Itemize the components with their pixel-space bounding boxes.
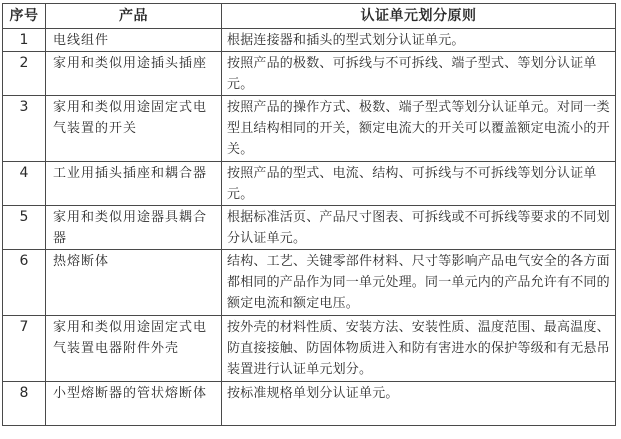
certification-unit-table [2, 3, 616, 426]
product-cell: 电线组件 [46, 29, 222, 52]
product-cell: 小型熔断器的管状熔断体 [46, 382, 222, 426]
table-row [3, 96, 616, 162]
table-row [3, 162, 616, 206]
product-cell: 热熔断体 [46, 250, 222, 316]
product-cell: 工业用插头插座和耦合器 [46, 162, 222, 206]
table-row [3, 206, 616, 250]
row-number: 4 [3, 162, 46, 206]
rule-cell: 按标准规格单划分认证单元。 [222, 382, 616, 426]
rule-cell: 按外壳的材料性质、安装方法、安装性质、温度范围、最高温度、防直接接触、防固体物质进入和防有害进水的保护等级和有无悬吊装置进行认证单元划分。 [222, 316, 616, 382]
header-rule: 认证单元划分原则 [222, 4, 616, 29]
header-row [3, 4, 616, 29]
row-number: 8 [3, 382, 46, 426]
product-cell: 家用和类似用途固定式电气装置的开关 [46, 96, 222, 162]
rule-cell: 按照产品的极数、可拆线与不可拆线、端子型式、等划分认证单元。 [222, 52, 616, 96]
table-row [3, 316, 616, 382]
rule-cell: 按照产品的型式、电流、结构、可拆线与不可拆线等划分认证单元。 [222, 162, 616, 206]
table-row [3, 52, 616, 96]
row-number: 2 [3, 52, 46, 96]
header-product: 产品 [46, 4, 222, 29]
table-row [3, 382, 616, 426]
header-no: 序号 [3, 4, 46, 29]
rule-cell: 结构、工艺、关键零部件材料、尺寸等影响产品电气安全的各方面都相同的产品作为同一单元处理。同一单元内的产品允许有不同的额定电流和额定电压。 [222, 250, 616, 316]
product-cell: 家用和类似用途器具耦合器 [46, 206, 222, 250]
row-number: 5 [3, 206, 46, 250]
row-number: 6 [3, 250, 46, 316]
row-number: 7 [3, 316, 46, 382]
row-number: 3 [3, 96, 46, 162]
table-row [3, 29, 616, 52]
rule-cell: 根据标准活页、产品尺寸图表、可拆线或不可拆线等要求的不同划分认证单元。 [222, 206, 616, 250]
rule-cell: 按照产品的操作方式、极数、端子型式等划分认证单元。对同一类型且结构相同的开关，额定电流大的开关可以覆盖额定电流小的开关。 [222, 96, 616, 162]
rule-cell: 根据连接器和插头的型式划分认证单元。 [222, 29, 616, 52]
row-number: 1 [3, 29, 46, 52]
product-cell: 家用和类似用途插头插座 [46, 52, 222, 96]
table-row [3, 250, 616, 316]
product-cell: 家用和类似用途固定式电气装置电器附件外壳 [46, 316, 222, 382]
